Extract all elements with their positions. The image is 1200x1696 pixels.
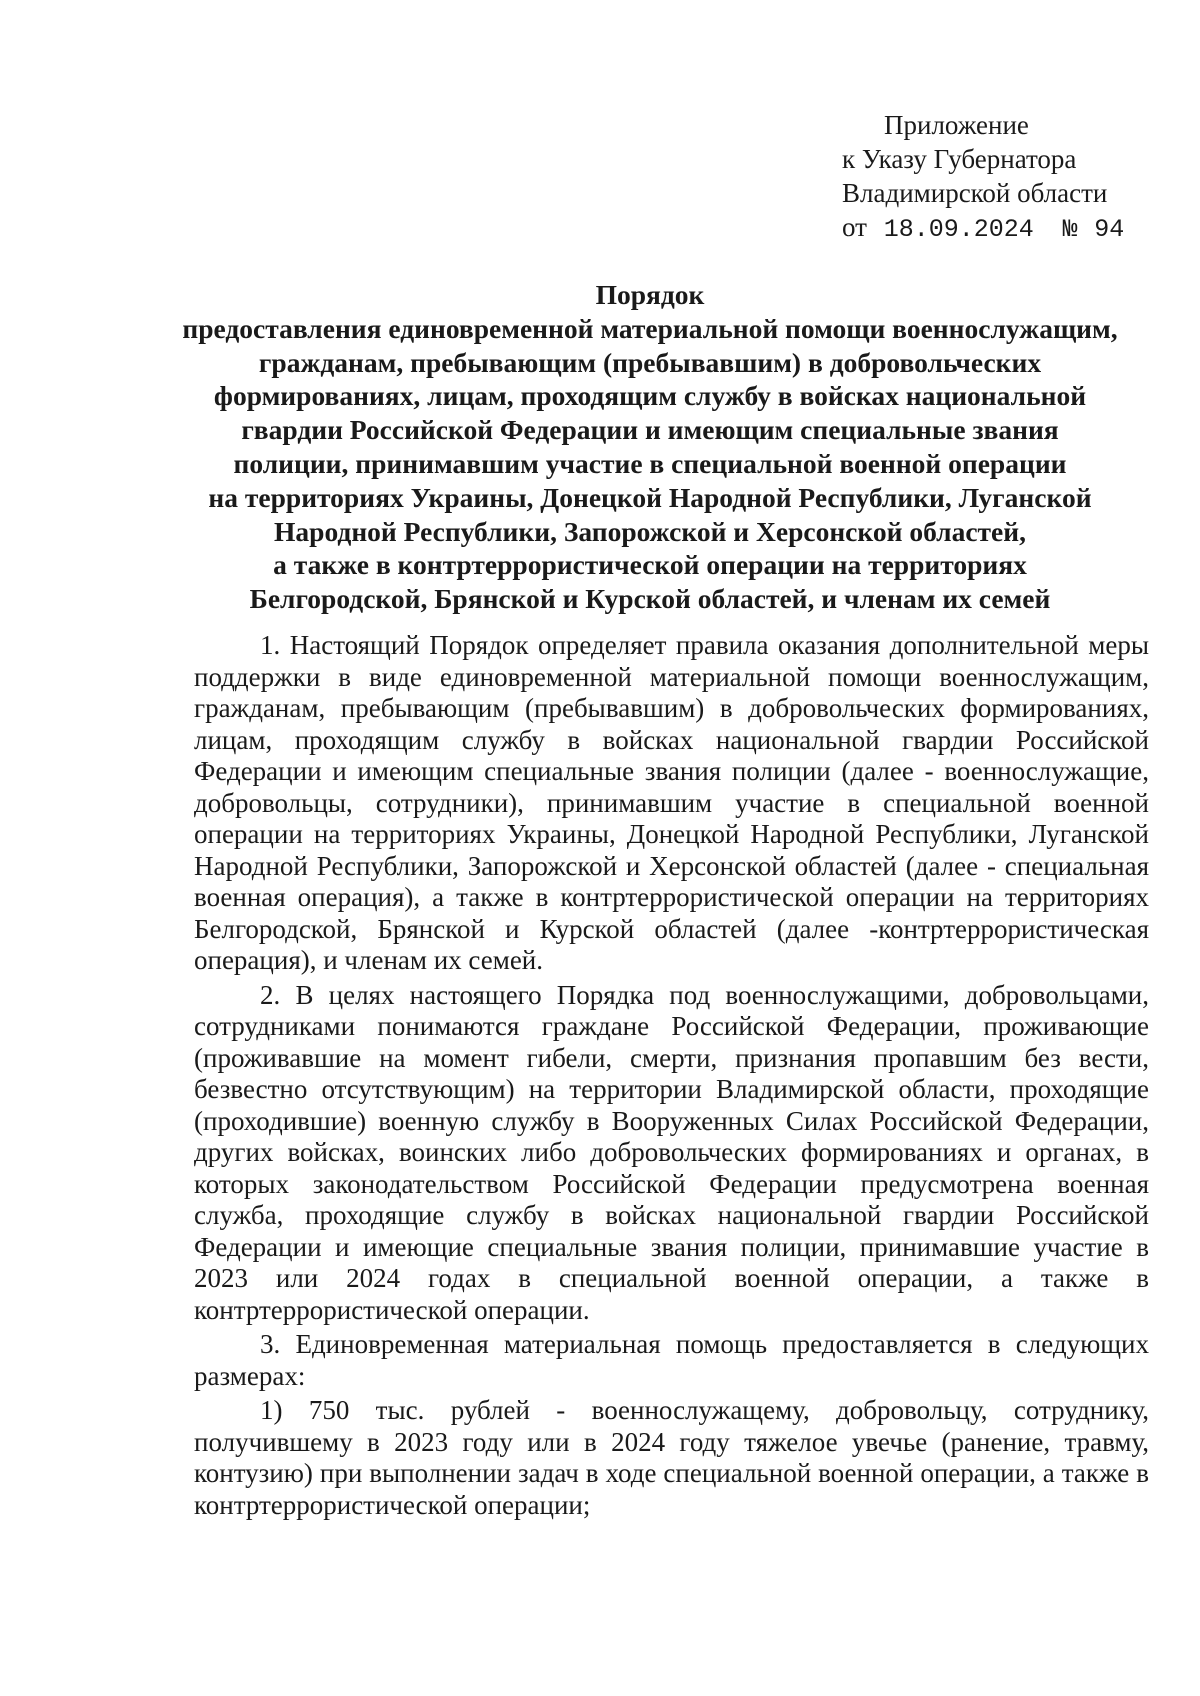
appendix-region: Владимирской области bbox=[842, 178, 1108, 208]
title-line: формированиях, лицам, проходящим службу в войсках национальной bbox=[213, 380, 1087, 412]
appendix-label: Приложение bbox=[884, 110, 1029, 140]
document-title bbox=[150, 278, 1150, 616]
title-heading: Порядок bbox=[595, 279, 705, 310]
decree-number: 94 bbox=[1094, 215, 1125, 244]
document-body bbox=[194, 630, 1149, 1521]
title-line: полиции, принимавшим участие в специальной военной операции bbox=[233, 447, 1067, 479]
appendix-header bbox=[842, 108, 1124, 247]
number-sign: № bbox=[1062, 215, 1078, 244]
title-line: гвардии Российской Федерации и имеющим специальные звания bbox=[241, 414, 1059, 446]
paragraph-3: 3. Единовременная материальная помощь предоставляется в следующих размерах: bbox=[194, 1329, 1149, 1391]
title-line: на территориях Украины, Донецкой Народной Республики, Луганской bbox=[208, 481, 1092, 513]
title-line: Белгородской, Брянской и Курской областей, и членам их семей bbox=[249, 583, 1051, 615]
title-line: предоставления единовременной материальной помощи военнослужащим, bbox=[182, 312, 1118, 344]
decree-date: 18.09.2024 bbox=[883, 215, 1034, 244]
appendix-date-line bbox=[842, 210, 1124, 247]
appendix-decree-ref: к Указу Губернатора bbox=[842, 144, 1077, 174]
paragraph-2: 2. В целях настоящего Порядка под военнослужащими, добровольцами, сотрудниками понимаются граждане Российской Федерации, проживающие (проживавшие на момент гибели, смерти, признания пропавшим без вести, безвестно отсутствующим) на территории Владимирской области, проходящие (проходившие) военную службу в Вооруженных Силах Российской Федерации, других войсках, воинских либо добровольческих формированиях и органах, в которых законодательством Российской Федерации предусмотрена военная служба, проходящие службу в войсках национальной гвардии Российской Федерации и имеющие специальные звания полиции, принимавшие участие в 2023 или 2024 годах в специальной военной операции, а также в контртеррористической операции. bbox=[194, 979, 1149, 1325]
paragraph-1: 1. Настоящий Порядок определяет правила оказания дополнительной меры поддержки в виде единовременной материальной помощи военнослужащим, гражданам, пребывающим (пребывавшим) в добровольческих формированиях, лицам, проходящим службу в войсках национальной гвардии Российской Федерации и имеющим специальные звания полиции (далее - военнослужащие, добровольцы, сотрудники), принимавшим участие в специальной военной операции на территориях Украины, Донецкой Народной Республики, Луганской Народной Республики, Запорожской и Херсонской областей (далее - специальная военная операция), а также в контртеррористической операции на территориях Белгородской, Брянской и Курской областей (далее -контртеррористическая операция), и членам их семей. bbox=[194, 630, 1149, 975]
title-line: Народной Республики, Запорожской и Херсонской областей, bbox=[274, 515, 1026, 547]
date-prefix: от bbox=[842, 212, 867, 242]
subparagraph-3-1: 1) 750 тыс. рублей - военнослужащему, добровольцу, сотруднику, получившему в 2023 году или в 2024 году тяжелое увечье (ранение, травму, контузию) при выполнении задач в ходе специальной военной операции, а также в контртеррористической операции; bbox=[194, 1395, 1149, 1520]
title-line: а также в контртеррористической операции на территориях bbox=[273, 549, 1027, 581]
title-line: гражданам, пребывающим (пребывавшим) в добровольческих bbox=[258, 346, 1042, 378]
